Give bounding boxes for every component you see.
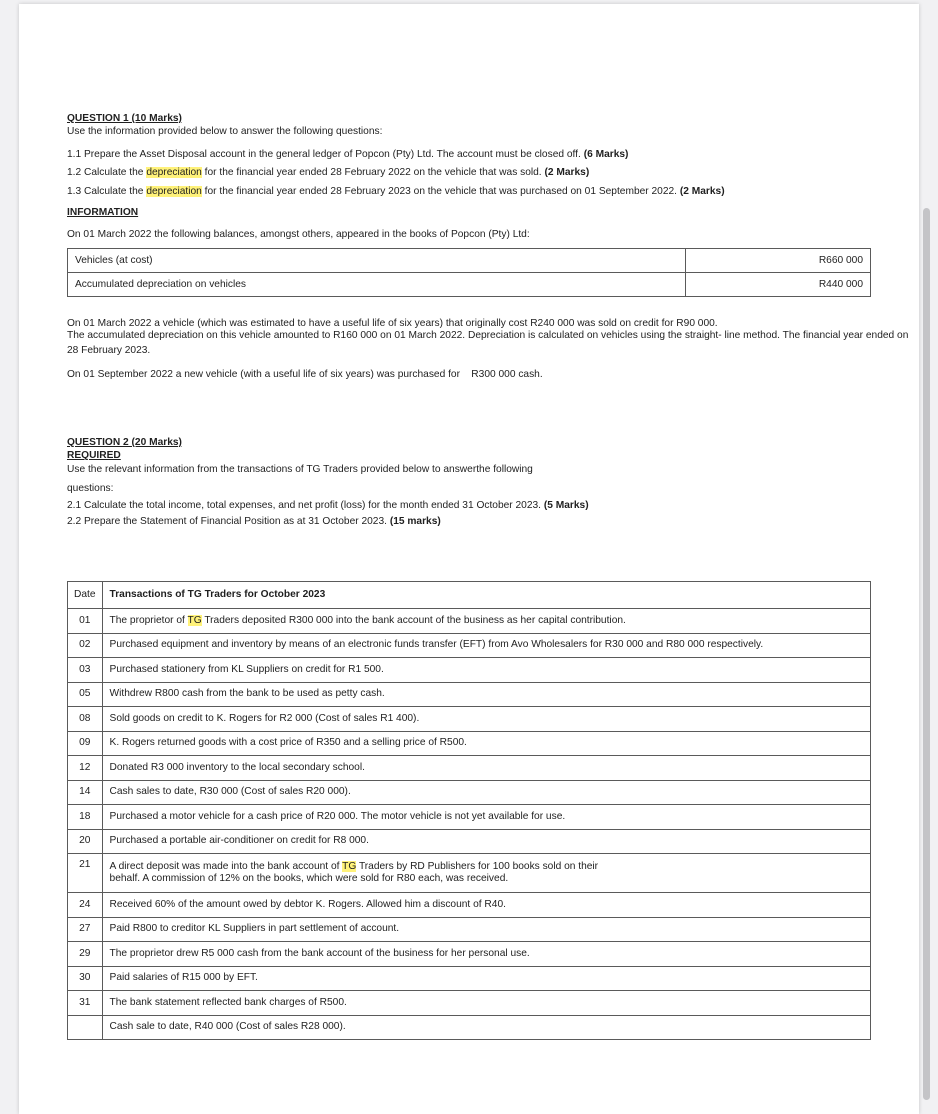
- question1-2: [67, 166, 589, 179]
- transactions-table: [67, 581, 871, 1040]
- transaction-description: The bank statement reflected bank charges of R500.: [102, 991, 870, 1016]
- transaction-date: 09: [68, 731, 103, 756]
- transaction-description: Purchased a motor vehicle for a cash price of R20 000. The motor vehicle is not yet available for use.: [102, 805, 870, 830]
- tx01-pre: The proprietor of: [109, 614, 185, 626]
- transaction-description: Withdrew R800 cash from the bank to be used as petty cash.: [102, 682, 870, 707]
- q1-2-highlight: depreciation: [146, 167, 202, 178]
- balance-label: Accumulated depreciation on vehicles: [68, 273, 686, 297]
- transaction-date: 03: [68, 658, 103, 683]
- q1-2-pre: 1.2 Calculate the: [67, 167, 144, 178]
- table-row: [68, 609, 871, 634]
- transaction-date: 24: [68, 893, 103, 918]
- q1-2-marks: (2 Marks): [544, 167, 590, 178]
- table-header-row: [68, 582, 871, 609]
- question2-intro-line1: Use the relevant information from the transactions of TG Traders provided below to answerthe following: [67, 464, 533, 475]
- question2-1: [67, 499, 589, 512]
- tx21-line2: behalf. A commission of 12% on the books, which were sold for R80 each, was received.: [109, 873, 509, 884]
- tx01-highlight: TG: [187, 614, 202, 626]
- balance-amount: R660 000: [686, 249, 871, 273]
- transaction-date: 27: [68, 917, 103, 942]
- tx21-highlight: TG: [342, 861, 357, 872]
- table-row: [68, 682, 871, 707]
- table-row: [68, 942, 871, 967]
- tx21-line1: [110, 861, 863, 873]
- transaction-description: Cash sale to date, R40 000 (Cost of sales R28 000).: [102, 1015, 870, 1040]
- transaction-description: Donated R3 000 inventory to the local secondary school.: [102, 756, 870, 781]
- question1-heading: QUESTION 1 (10 Marks): [67, 113, 182, 124]
- q1-3-highlight: depreciation: [146, 186, 202, 197]
- tx21-pre: A direct deposit was made into the bank account of: [109, 861, 340, 872]
- q2-2-text: 2.2 Prepare the Statement of Financial Position as at 31 October 2023.: [67, 516, 387, 527]
- question1-1: [67, 148, 628, 161]
- transaction-description: Received 60% of the amount owed by debtor K. Rogers. Allowed him a discount of R40.: [102, 893, 870, 918]
- paragraph1-line3: 28 February 2023.: [67, 345, 151, 356]
- table-row: [68, 893, 871, 918]
- question2-2: [67, 515, 441, 528]
- table-row: [68, 273, 871, 297]
- transaction-date: 29: [68, 942, 103, 967]
- table-row: [68, 707, 871, 732]
- transaction-date: 12: [68, 756, 103, 781]
- q1-3-post: for the financial year ended 28 February 2023 on the vehicle that was purchased on 01 September 2022.: [204, 186, 678, 197]
- transaction-description: Purchased equipment and inventory by means of an electronic funds transfer (EFT) from Avo Wholesalers for R30 000 and R80 000 respectively.: [102, 633, 870, 658]
- balance-label: Vehicles (at cost): [68, 249, 686, 273]
- question1-3: [67, 185, 725, 198]
- transaction-date: 21: [68, 854, 103, 893]
- transaction-description: Purchased stationery from KL Suppliers on credit for R1 500.: [102, 658, 870, 683]
- table-row: [68, 780, 871, 805]
- q1-1-text: 1.1 Prepare the Asset Disposal account in the general ledger of Popcon (Pty) Ltd. The account must be closed off.: [67, 149, 581, 160]
- table-row: [68, 249, 871, 273]
- table-row: [68, 731, 871, 756]
- information-heading: INFORMATION: [67, 207, 139, 218]
- date-column-header: Date: [68, 582, 103, 609]
- paragraph1-line2: The accumulated depreciation on this vehicle amounted to R160 000 on 01 March 2022. Depreciation is calculated on vehicles using the straight- line method. The financial year ended on: [67, 330, 909, 341]
- table-row: [68, 991, 871, 1016]
- transaction-date: 30: [68, 966, 103, 991]
- question2-intro-line2: questions:: [67, 483, 114, 494]
- transaction-description: Cash sales to date, R30 000 (Cost of sales R20 000).: [102, 780, 870, 805]
- q2-1-marks: (5 Marks): [543, 500, 589, 511]
- table-row: [68, 966, 871, 991]
- paragraph1-line1: On 01 March 2022 a vehicle (which was estimated to have a useful life of six years) that originally cost R240 000 was sold on credit for R90 000.: [67, 318, 718, 329]
- transaction-date: 01: [68, 609, 103, 634]
- table-row: [68, 917, 871, 942]
- transaction-date: 05: [68, 682, 103, 707]
- balance-amount: R440 000: [686, 273, 871, 297]
- q1-2-post: for the financial year ended 28 February 2022 on the vehicle that was sold.: [204, 167, 542, 178]
- transaction-date: [68, 1015, 103, 1040]
- paragraph2: On 01 September 2022 a new vehicle (with a useful life of six years) was purchased for R300 000 cash.: [67, 369, 543, 380]
- transaction-description: [102, 854, 870, 893]
- q1-1-marks: (6 Marks): [583, 149, 629, 160]
- balances-table: [67, 248, 871, 297]
- transaction-description: Purchased a portable air-conditioner on credit for R8 000.: [102, 829, 870, 854]
- transaction-date: 31: [68, 991, 103, 1016]
- transaction-description: Paid salaries of R15 000 by EFT.: [102, 966, 870, 991]
- transaction-date: 14: [68, 780, 103, 805]
- question2-heading: QUESTION 2 (20 Marks): [67, 437, 182, 448]
- transaction-description: [102, 609, 870, 634]
- table-row: [68, 854, 871, 893]
- table-row: [68, 805, 871, 830]
- transaction-date: 20: [68, 829, 103, 854]
- required-heading: REQUIRED: [67, 450, 121, 461]
- q2-1-text: 2.1 Calculate the total income, total expenses, and net profit (loss) for the month ended 31 October 2023.: [67, 500, 542, 511]
- table-row: [68, 1015, 871, 1040]
- transaction-description: Sold goods on credit to K. Rogers for R2 000 (Cost of sales R1 400).: [102, 707, 870, 732]
- table-row: [68, 756, 871, 781]
- transaction-date: 08: [68, 707, 103, 732]
- q2-2-marks: (15 marks): [389, 516, 441, 527]
- tx01-post: Traders deposited R300 000 into the bank account of the business as her capital contribution.: [204, 614, 626, 626]
- transaction-date: 02: [68, 633, 103, 658]
- transaction-description: Paid R800 to creditor KL Suppliers in part settlement of account.: [102, 917, 870, 942]
- transaction-description: K. Rogers returned goods with a cost price of R350 and a selling price of R500.: [102, 731, 870, 756]
- transaction-description: The proprietor drew R5 000 cash from the bank account of the business for her personal use.: [102, 942, 870, 967]
- information-intro: On 01 March 2022 the following balances, amongst others, appeared in the books of Popcon (Pty) Ltd:: [67, 229, 530, 240]
- table-row: [68, 829, 871, 854]
- q1-3-pre: 1.3 Calculate the: [67, 186, 144, 197]
- q1-3-marks: (2 Marks): [679, 186, 725, 197]
- transaction-date: 18: [68, 805, 103, 830]
- table-row: [68, 633, 871, 658]
- vertical-scrollbar[interactable]: [923, 208, 930, 1100]
- tx21-post: Traders by RD Publishers for 100 books sold on their: [358, 861, 599, 872]
- question1-intro: Use the information provided below to answer the following questions:: [67, 126, 383, 137]
- transactions-column-header: Transactions of TG Traders for October 2023: [102, 582, 870, 609]
- table-row: [68, 658, 871, 683]
